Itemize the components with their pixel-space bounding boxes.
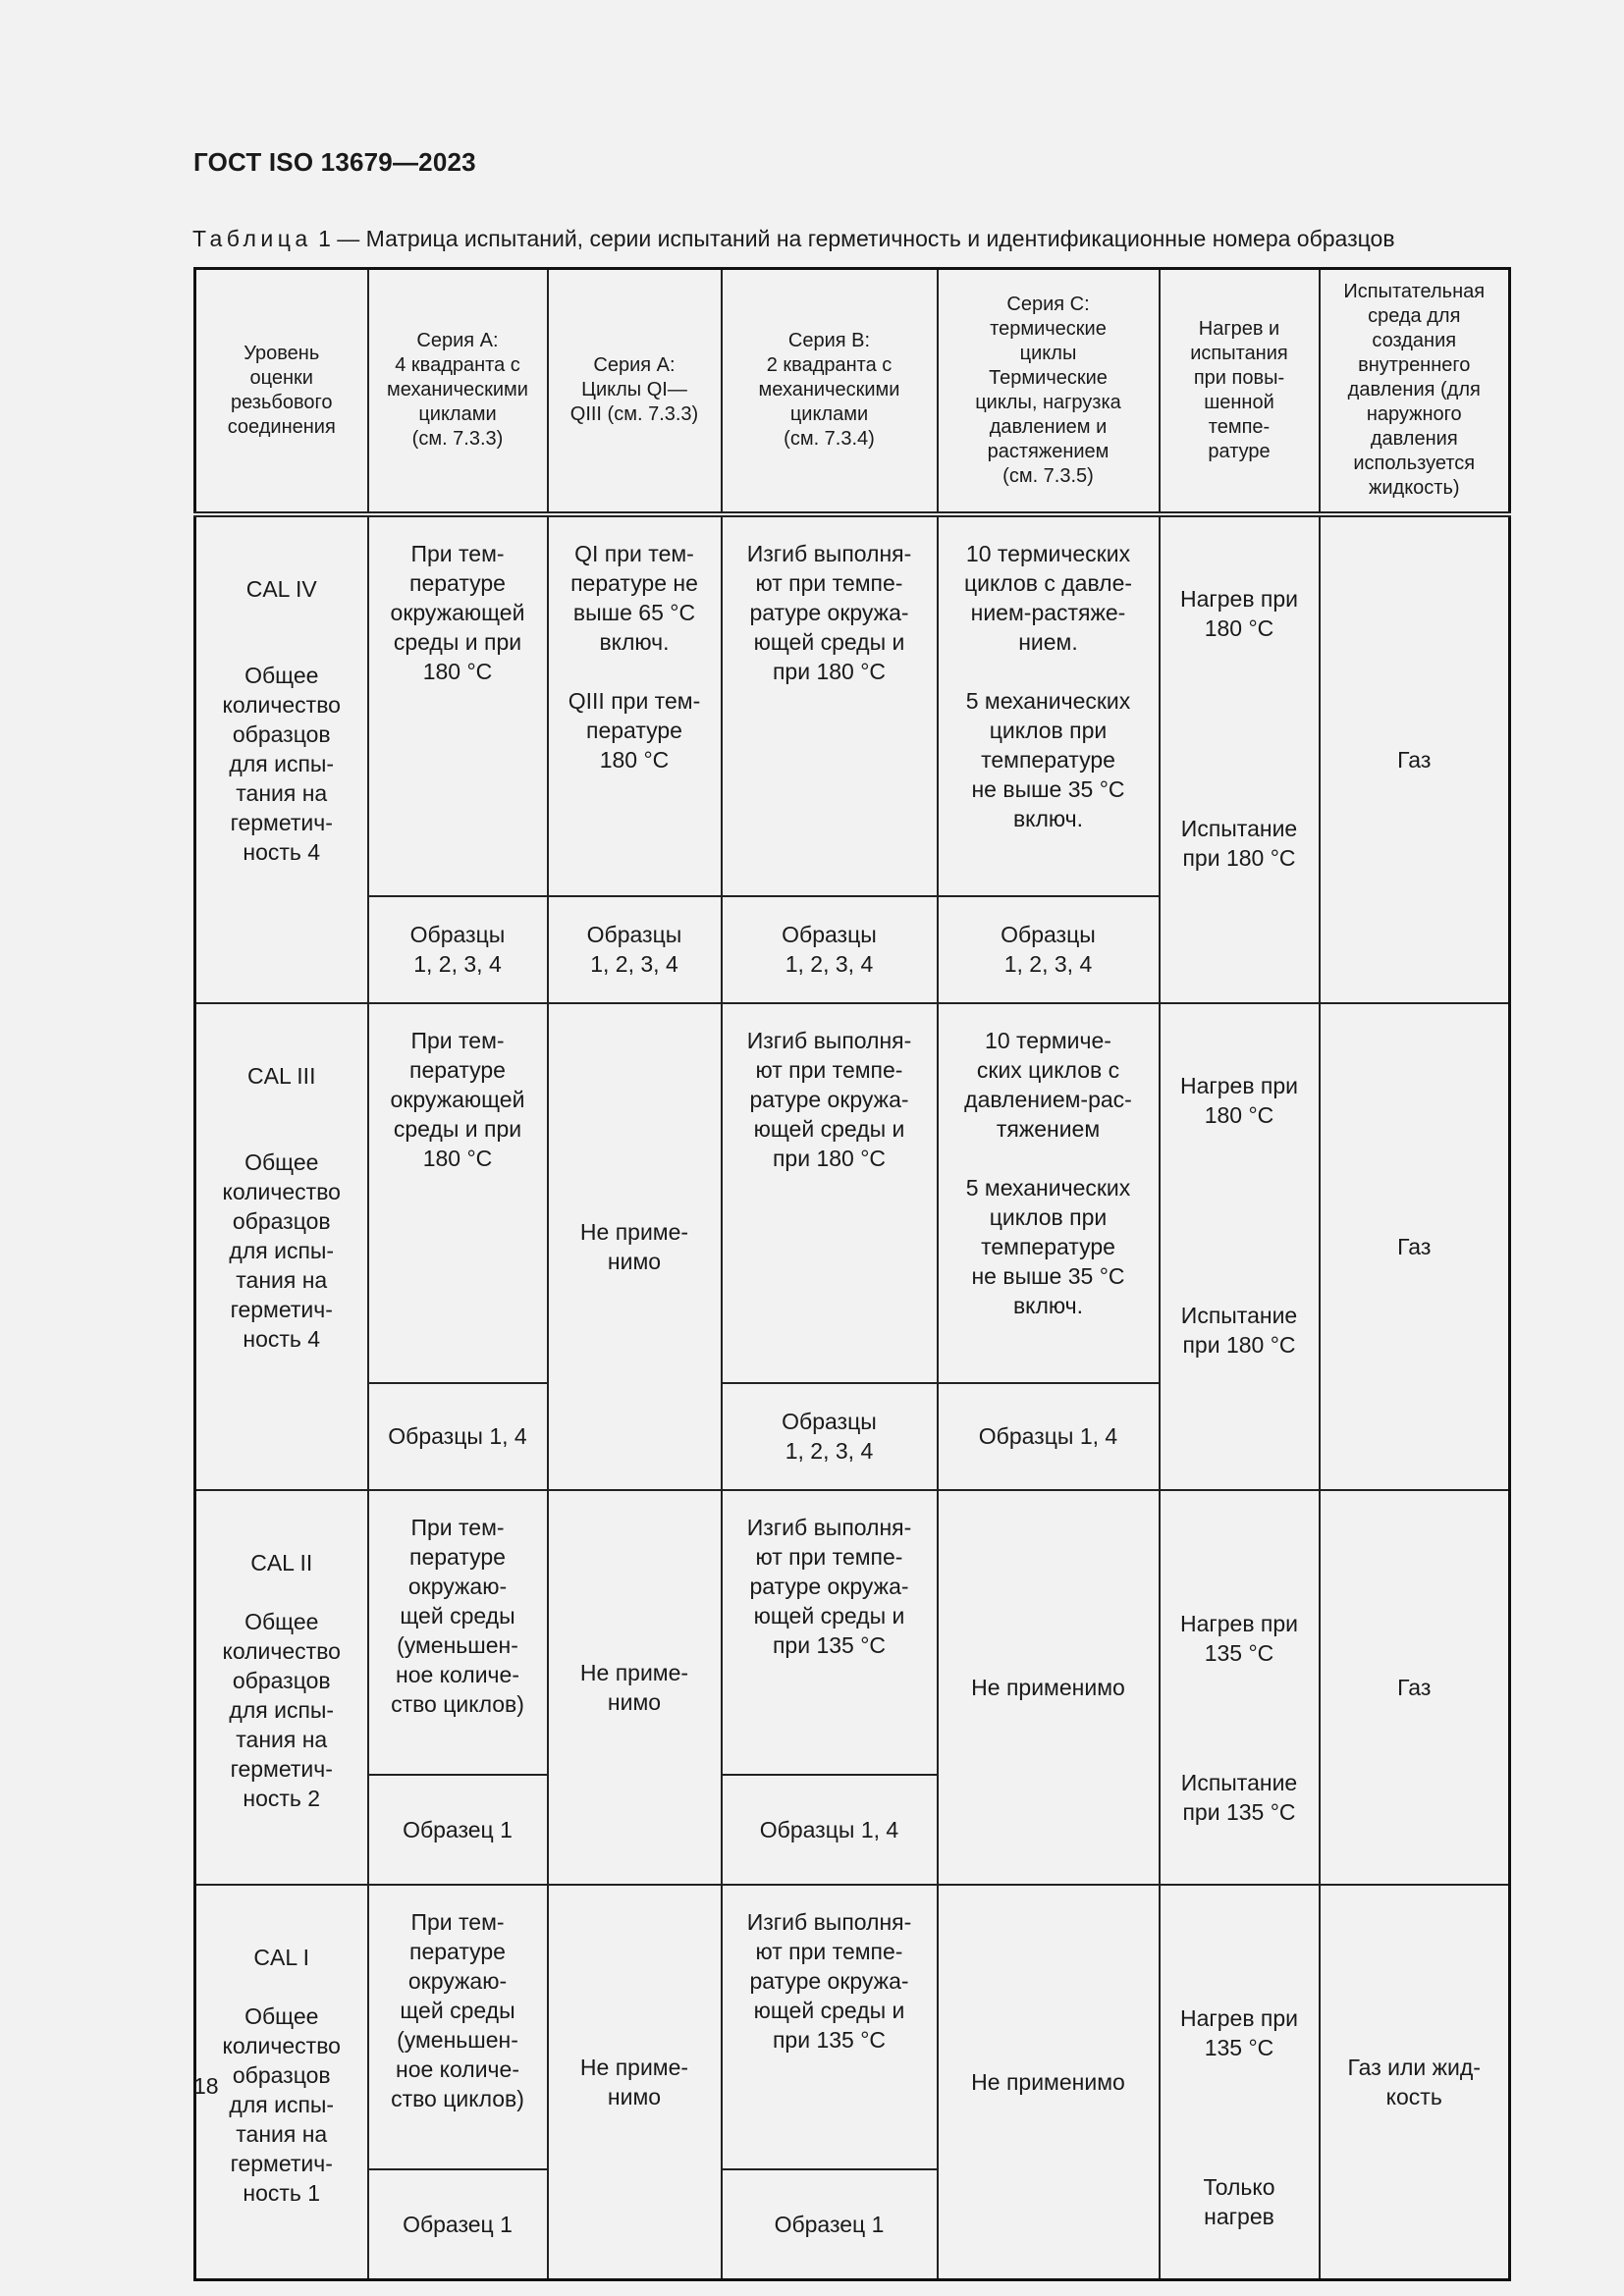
table-row-cal-i xyxy=(195,1885,1510,2169)
test-medium-cell: Газ xyxy=(1320,1003,1510,1490)
samples-cell: Образец 1 xyxy=(722,2169,938,2279)
samples-cell: Образец 1 xyxy=(368,2169,548,2279)
heating-test: Испытание при 180 °С xyxy=(1180,815,1298,871)
samples-cell: Образцы 1, 4 xyxy=(938,1383,1160,1489)
header-cell-series-b: Серия B: 2 квадранта с механическими циклами (см. 7.3.4) xyxy=(722,269,938,514)
level-code: CAL I xyxy=(253,1944,310,1970)
header-cell-level: Уровень оценки резьбового соединения xyxy=(195,269,368,514)
table-header-row xyxy=(195,269,1510,514)
table-row-cal-ii xyxy=(195,1490,1510,1775)
samples-cell: Образцы 1, 4 xyxy=(722,1775,938,1885)
samples-cell: Образцы 1, 2, 3, 4 xyxy=(722,896,938,1003)
test-medium-cell: Газ xyxy=(1320,1490,1510,1885)
table-caption xyxy=(192,226,1395,252)
series-c-cell: Не применимо xyxy=(938,1885,1160,2280)
table-row-cal-iv xyxy=(195,514,1510,896)
heating-test: Только нагрев xyxy=(1203,2173,1275,2229)
heating-step: Нагрев при 135 °С xyxy=(1179,1610,1299,1666)
level-code: CAL IV xyxy=(245,575,317,602)
series-a-cycles-cell: QI при тем- пературе не выше 65 °С включ. QIII при тем- пературе 180 °С xyxy=(548,514,722,896)
heating-cell xyxy=(1160,1003,1320,1490)
level-cell xyxy=(195,1490,368,1885)
series-c-cell: Не применимо xyxy=(938,1490,1160,1885)
series-a-quadrants-cell: При тем- пературе окружаю- щей среды (уменьшен- ное количе- ство циклов) xyxy=(368,1885,548,2169)
test-medium-cell: Газ или жид- кость xyxy=(1320,1885,1510,2280)
series-a-quadrants-cell: При тем- пературе окружаю- щей среды (уменьшен- ное количе- ство циклов) xyxy=(368,1490,548,1775)
level-sample-count: Общее количество образцов для испы- тания на герметич- ность 2 xyxy=(222,1608,341,1811)
heating-cell xyxy=(1160,1885,1320,2280)
table-caption-label: Таблица xyxy=(192,226,312,251)
header-cell-heating: Нагрев и испытания при повы- шенной темпе- ратуре xyxy=(1160,269,1320,514)
series-c-cell: 10 термиче- ских циклов с давлением-рас- тяжением 5 механических циклов при температуре не выше 35 °С включ. xyxy=(938,1003,1160,1384)
heating-cell xyxy=(1160,1490,1320,1885)
header-cell-series-a-quadrants: Серия А: 4 квадранта с механическими циклами (см. 7.3.3) xyxy=(368,269,548,514)
level-cell xyxy=(195,1003,368,1490)
samples-cell: Образцы 1, 2, 3, 4 xyxy=(938,896,1160,1003)
page-number: 18 xyxy=(193,2073,219,2099)
series-a-cycles-cell: Не приме- нимо xyxy=(548,1490,722,1885)
samples-cell: Образец 1 xyxy=(368,1775,548,1885)
samples-cell: Образцы 1, 4 xyxy=(368,1383,548,1489)
table-caption-number: 1 xyxy=(318,226,331,251)
header-cell-test-medium: Испытательная среда для создания внутреннего давления (для наружного давления используется жидкость) xyxy=(1320,269,1510,514)
level-cell xyxy=(195,1885,368,2280)
series-b-cell: Изгиб выполня- ют при темпе- ратуре окружа- ющей среды и при 135 °С xyxy=(722,1490,938,1775)
heating-step: Нагрев при 135 °С xyxy=(1179,2004,1299,2060)
test-medium-cell: Газ xyxy=(1320,514,1510,1003)
series-a-quadrants-cell: При тем- пературе окружающей среды и при 180 °С xyxy=(368,514,548,896)
level-sample-count: Общее количество образцов для испы- тания на герметич- ность 4 xyxy=(222,662,341,865)
heating-step: Нагрев при 180 °С xyxy=(1179,585,1299,641)
series-b-cell: Изгиб выполня- ют при темпе- ратуре окружа- ющей среды и при 180 °С xyxy=(722,514,938,896)
heating-test: Испытание при 135 °С xyxy=(1180,1769,1298,1825)
heating-cell xyxy=(1160,514,1320,1003)
heating-test: Испытание при 180 °С xyxy=(1180,1302,1298,1358)
series-a-quadrants-cell: При тем- пературе окружающей среды и при 180 °С xyxy=(368,1003,548,1384)
series-b-cell: Изгиб выполня- ют при темпе- ратуре окружа- ющей среды и при 180 °С xyxy=(722,1003,938,1384)
series-a-cycles-cell: Не приме- нимо xyxy=(548,1885,722,2280)
table-row-cal-iii xyxy=(195,1003,1510,1384)
level-code: CAL III xyxy=(247,1062,316,1089)
series-a-cycles-cell: Не приме- нимо xyxy=(548,1003,722,1490)
samples-cell: Образцы 1, 2, 3, 4 xyxy=(368,896,548,1003)
table-caption-text: — Матрица испытаний, серии испытаний на герметичность и идентификационные номера образцов xyxy=(330,226,1395,251)
series-b-cell: Изгиб выполня- ют при темпе- ратуре окружа- ющей среды и при 135 °С xyxy=(722,1885,938,2169)
level-cell xyxy=(195,514,368,1003)
level-sample-count: Общее количество образцов для испы- тания на герметич- ность 1 xyxy=(222,2002,341,2206)
test-matrix-table xyxy=(193,267,1511,2281)
document-code: ГОСТ ISO 13679—2023 xyxy=(193,147,476,177)
series-c-cell: 10 термических циклов с давле- нием-растяже- нием. 5 механических циклов при температуре не выше 35 °С включ. xyxy=(938,514,1160,896)
level-sample-count: Общее количество образцов для испы- тания на герметич- ность 4 xyxy=(222,1148,341,1352)
samples-cell: Образцы 1, 2, 3, 4 xyxy=(722,1383,938,1489)
header-cell-series-a-cycles: Серия А: Циклы QI— QIII (см. 7.3.3) xyxy=(548,269,722,514)
heating-step: Нагрев при 180 °С xyxy=(1179,1072,1299,1128)
header-cell-series-c: Серия С: термические циклы Термические циклы, нагрузка давлением и растяжением (см. 7.3.5) xyxy=(938,269,1160,514)
level-code: CAL II xyxy=(250,1549,313,1575)
samples-cell: Образцы 1, 2, 3, 4 xyxy=(548,896,722,1003)
